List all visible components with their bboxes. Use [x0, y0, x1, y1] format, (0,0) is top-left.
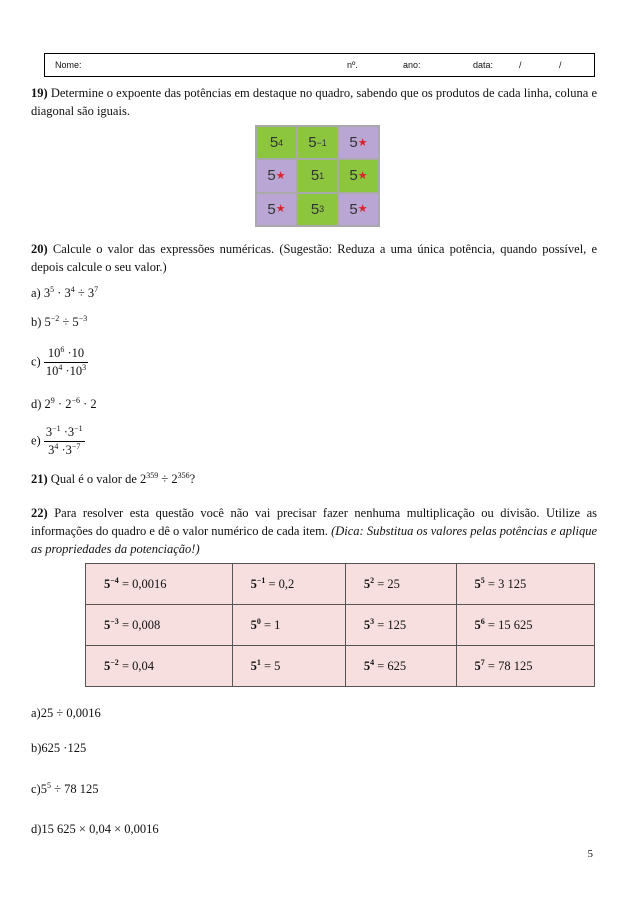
- table-row: [86, 564, 595, 605]
- table-cell: $5^6 = 15$ 625: [456, 605, 594, 646]
- page-number: 5: [587, 848, 593, 860]
- item-20b: b) $5^{-2} \div 5^{-3}$: [31, 313, 88, 329]
- table-cell: $5^{-2} = 0,04$: [86, 646, 233, 687]
- item-22c: $c)5^5 \div 78$ 125: [31, 780, 99, 796]
- grid-cell: 5 ★: [339, 194, 378, 225]
- date-slash-1: /: [519, 60, 522, 70]
- question-19-number: 19): [31, 86, 48, 100]
- table-cell: $5^4 = 625$: [345, 646, 456, 687]
- question-21-number: 21): [31, 472, 48, 486]
- question-21-text: Qual é o valor de: [50, 472, 137, 486]
- table-cell: $5^{-3} = 0,008$: [86, 605, 233, 646]
- item-20a: a) $3^5 \cdot 3^4 \div 3^7$: [31, 284, 99, 300]
- item-22a: a)25 ÷ 0,0016: [31, 706, 101, 720]
- student-info-header: [44, 53, 595, 77]
- grid-cell: 5 −1: [298, 127, 337, 158]
- question-19-text: Determine o expoente das potências em destaque no quadro, sabendo que os produtos de cada linha, coluna e diagonal são iguais.: [31, 86, 597, 118]
- powers-table: [85, 563, 595, 687]
- question-22: [31, 504, 597, 558]
- table-cell: $5^0 = 1$: [232, 605, 345, 646]
- grid-cell: 5 3: [298, 194, 337, 225]
- question-22-number: 22): [31, 506, 48, 520]
- table-row: [86, 646, 595, 687]
- table-cell: $5^5 = 3$ 125: [456, 564, 594, 605]
- grid-cell: 5 1: [298, 160, 337, 191]
- question-20: [31, 240, 597, 276]
- grid-cell: 5 ★: [339, 127, 378, 158]
- ano-label: ano:: [403, 60, 421, 70]
- question-21: 21) Qual é o valor de $2^{359} \div 2^{356}$?: [31, 470, 196, 486]
- fraction-20e: $\frac{3^{-1} \cdot 3^{-1}}{3^4 \cdot 3^{-7}}$: [45, 423, 83, 457]
- table-cell: $5^1 = 5$: [232, 646, 345, 687]
- question-19: [31, 84, 597, 120]
- table-row: [86, 605, 595, 646]
- item-20c: c) $\frac{10^6 \cdot 10}{10^4 \cdot 10^3}$: [31, 344, 87, 378]
- question-20-number: 20): [31, 242, 48, 256]
- grid-cell: 5 4: [257, 127, 296, 158]
- question-20-text: Calcule o valor das expressões numéricas. (Sugestão: Reduza a uma única potência, quando possível, e depois calcule o seu valor.): [31, 242, 598, 274]
- grid-cell: 5 ★: [257, 194, 296, 225]
- grid-cell: 5 ★: [339, 160, 378, 191]
- question-22-text: Para resolver esta questão você não vai precisar fazer nenhuma multiplicação ou divisão. Utilize as informações do quadro e dê o valor numérico de cada item.: [31, 506, 598, 538]
- date-slash-2: /: [559, 60, 562, 70]
- table-cell: $5^2 = 25$: [345, 564, 456, 605]
- item-22b: b)625 ·125: [31, 741, 87, 755]
- numero-label: nº.: [347, 60, 358, 70]
- item-20d: d) $2^9 \cdot 2^{-6} \cdot 2$: [31, 395, 97, 411]
- table-cell: $5^{-1} = 0,2$: [232, 564, 345, 605]
- fraction-20c: $\frac{10^6 \cdot 10}{10^4 \cdot 10^3}$: [45, 344, 87, 378]
- magic-square-grid: [255, 125, 380, 227]
- data-label: data:: [473, 60, 494, 70]
- nome-label: Nome:: [55, 60, 82, 70]
- table-cell: $5^{-4} = 0,0016$: [86, 564, 233, 605]
- item-22d: d)15 625 × 0,04 × 0,0016: [31, 822, 159, 836]
- table-cell: $5^7 = 78$ 125: [456, 646, 594, 687]
- grid-cell: 5 ★: [257, 160, 296, 191]
- item-20e: e) $\frac{3^{-1} \cdot 3^{-1}}{3^4 \cdot 3^{-7}}$: [31, 423, 83, 457]
- question-22-hint: (Dica: Substitua os valores pelas potências e aplique as propriedades da potenciação!): [31, 524, 597, 556]
- table-cell: $5^3 = 125$: [345, 605, 456, 646]
